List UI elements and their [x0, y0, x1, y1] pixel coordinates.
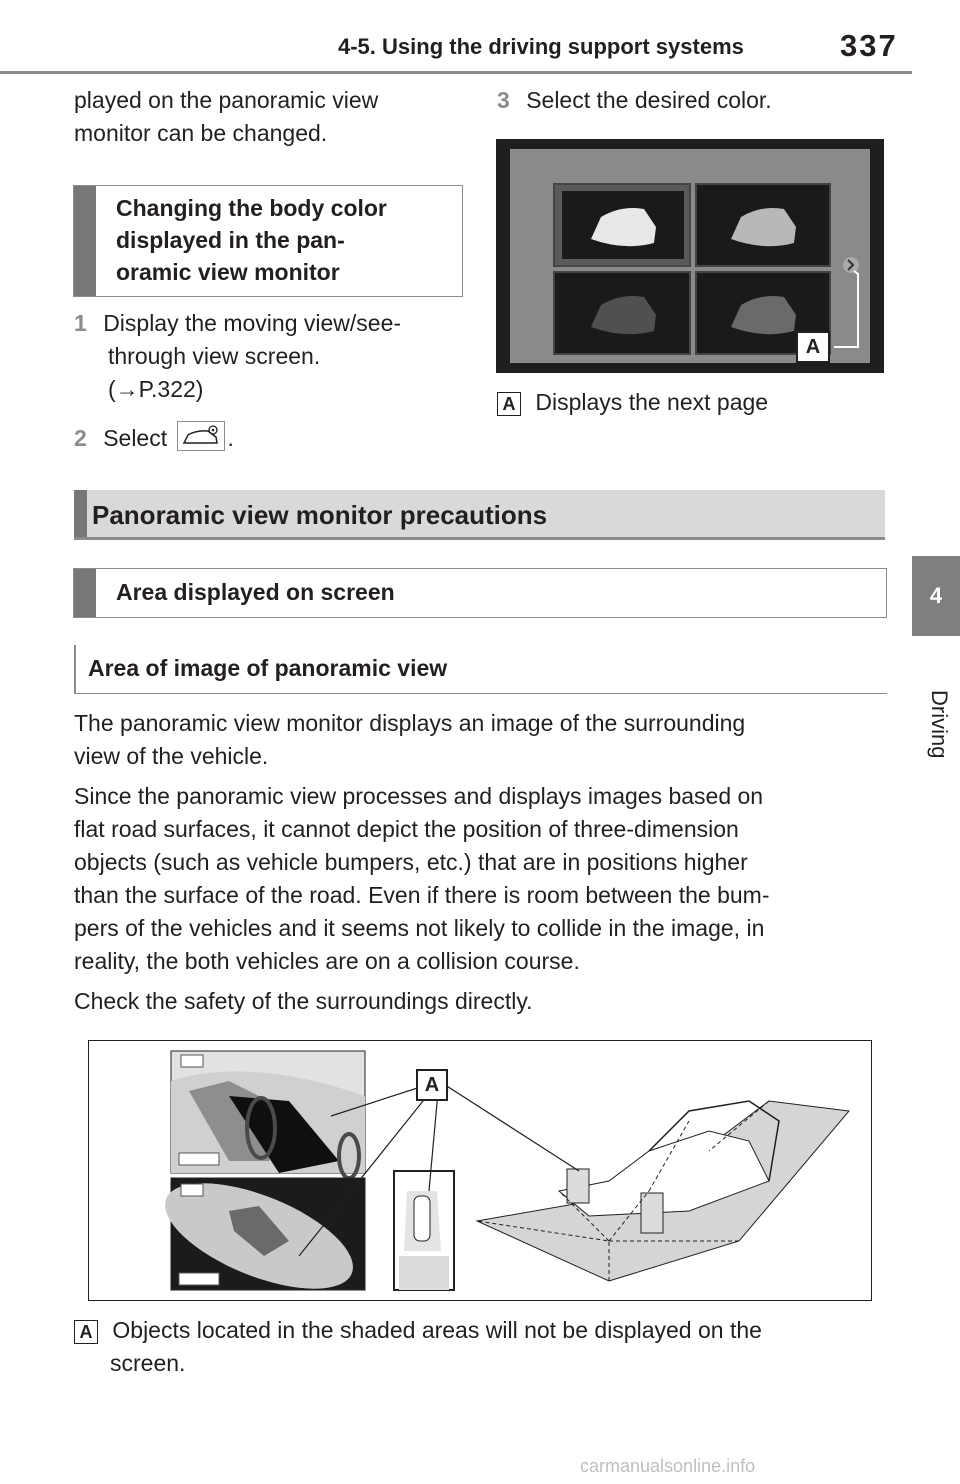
color-selection-figure — [496, 139, 884, 373]
paragraph-line: objects (such as vehicle bumpers, etc.) that are in positions higher — [74, 849, 748, 875]
step-suffix: . — [227, 425, 234, 451]
paragraph-3: Check the safety of the surroundings directly. — [74, 988, 533, 1014]
subsection-title-line-2: displayed in the pan- — [116, 227, 345, 253]
step-1 — [74, 307, 454, 406]
header-rule — [0, 71, 912, 74]
caption-text: Displays the next page — [535, 389, 769, 415]
section-heading-precautions — [74, 490, 885, 540]
heading-bar — [74, 490, 87, 537]
car-settings-icon — [177, 421, 225, 451]
chapter-tab: 4 — [912, 556, 960, 636]
paragraph-line: view of the vehicle. — [74, 743, 269, 769]
chapter-label — [910, 690, 960, 780]
subsection-title-line-3: oramic view monitor — [116, 259, 340, 285]
subsection-heading-body-color — [73, 185, 463, 297]
caption-text: Objects located in the shaded areas will not be displayed on the — [112, 1317, 762, 1343]
callout-label-a: A — [796, 331, 830, 363]
subsection-heading-area — [73, 568, 887, 618]
step-text: Display the moving view/see- — [103, 310, 402, 336]
paragraph-line: flat road surfaces, it cannot depict the position of three-dimension — [74, 816, 739, 842]
subsection-title-line-1: Changing the body color — [116, 195, 387, 221]
section-title: Panoramic view monitor precautions — [92, 500, 548, 530]
caption-label-a: A — [74, 1320, 98, 1344]
paragraph-line: The panoramic view monitor displays an image of the surrounding — [74, 710, 746, 736]
step-3 — [497, 84, 772, 117]
paragraph-2 — [74, 780, 886, 978]
paragraph-line: Since the panoramic view processes and displays images based on — [74, 783, 764, 809]
heading-bar — [74, 569, 96, 617]
step-text-line-2: through view screen. — [108, 343, 321, 369]
caption-label-a: A — [497, 392, 521, 416]
step-number: 1 — [74, 310, 87, 336]
paragraph-1 — [74, 707, 886, 773]
area-figure — [88, 1040, 872, 1301]
subsection-title: Area displayed on screen — [116, 579, 395, 605]
step-text: Select — [103, 425, 168, 451]
step-2 — [74, 421, 234, 455]
chapter-label-text: Driving — [927, 690, 952, 759]
page-reference-link[interactable]: (→P.322) — [108, 376, 204, 402]
footer-watermark: carmanualsonline.info — [580, 1456, 756, 1476]
subsubsection-title: Area of image of panoramic view — [88, 655, 448, 681]
color-figure-caption — [497, 386, 768, 419]
paragraph-line: pers of the vehicles and it seems not likely to collide in the image, in — [74, 915, 765, 941]
step-text: Select the desired color. — [526, 87, 772, 113]
paragraph-line: reality, the both vehicles are on a collision course. — [74, 948, 580, 974]
intro-text — [74, 84, 378, 150]
subsubsection-heading — [74, 645, 887, 694]
intro-line-2: monitor can be changed. — [74, 120, 328, 146]
page-number: 337 — [840, 28, 898, 63]
paragraph-line: than the surface of the road. Even if there is room between the bum- — [74, 882, 770, 908]
area-figure-caption — [74, 1314, 886, 1380]
step-number: 3 — [497, 87, 510, 113]
running-header-title: 4-5. Using the driving support systems — [338, 34, 744, 59]
caption-text-line-2: screen. — [110, 1350, 186, 1376]
callout-label-a: A — [416, 1069, 448, 1101]
intro-line-1: played on the panoramic view — [74, 87, 379, 113]
subsection-title — [116, 192, 387, 288]
step-number: 2 — [74, 425, 87, 451]
heading-bar — [74, 186, 96, 296]
